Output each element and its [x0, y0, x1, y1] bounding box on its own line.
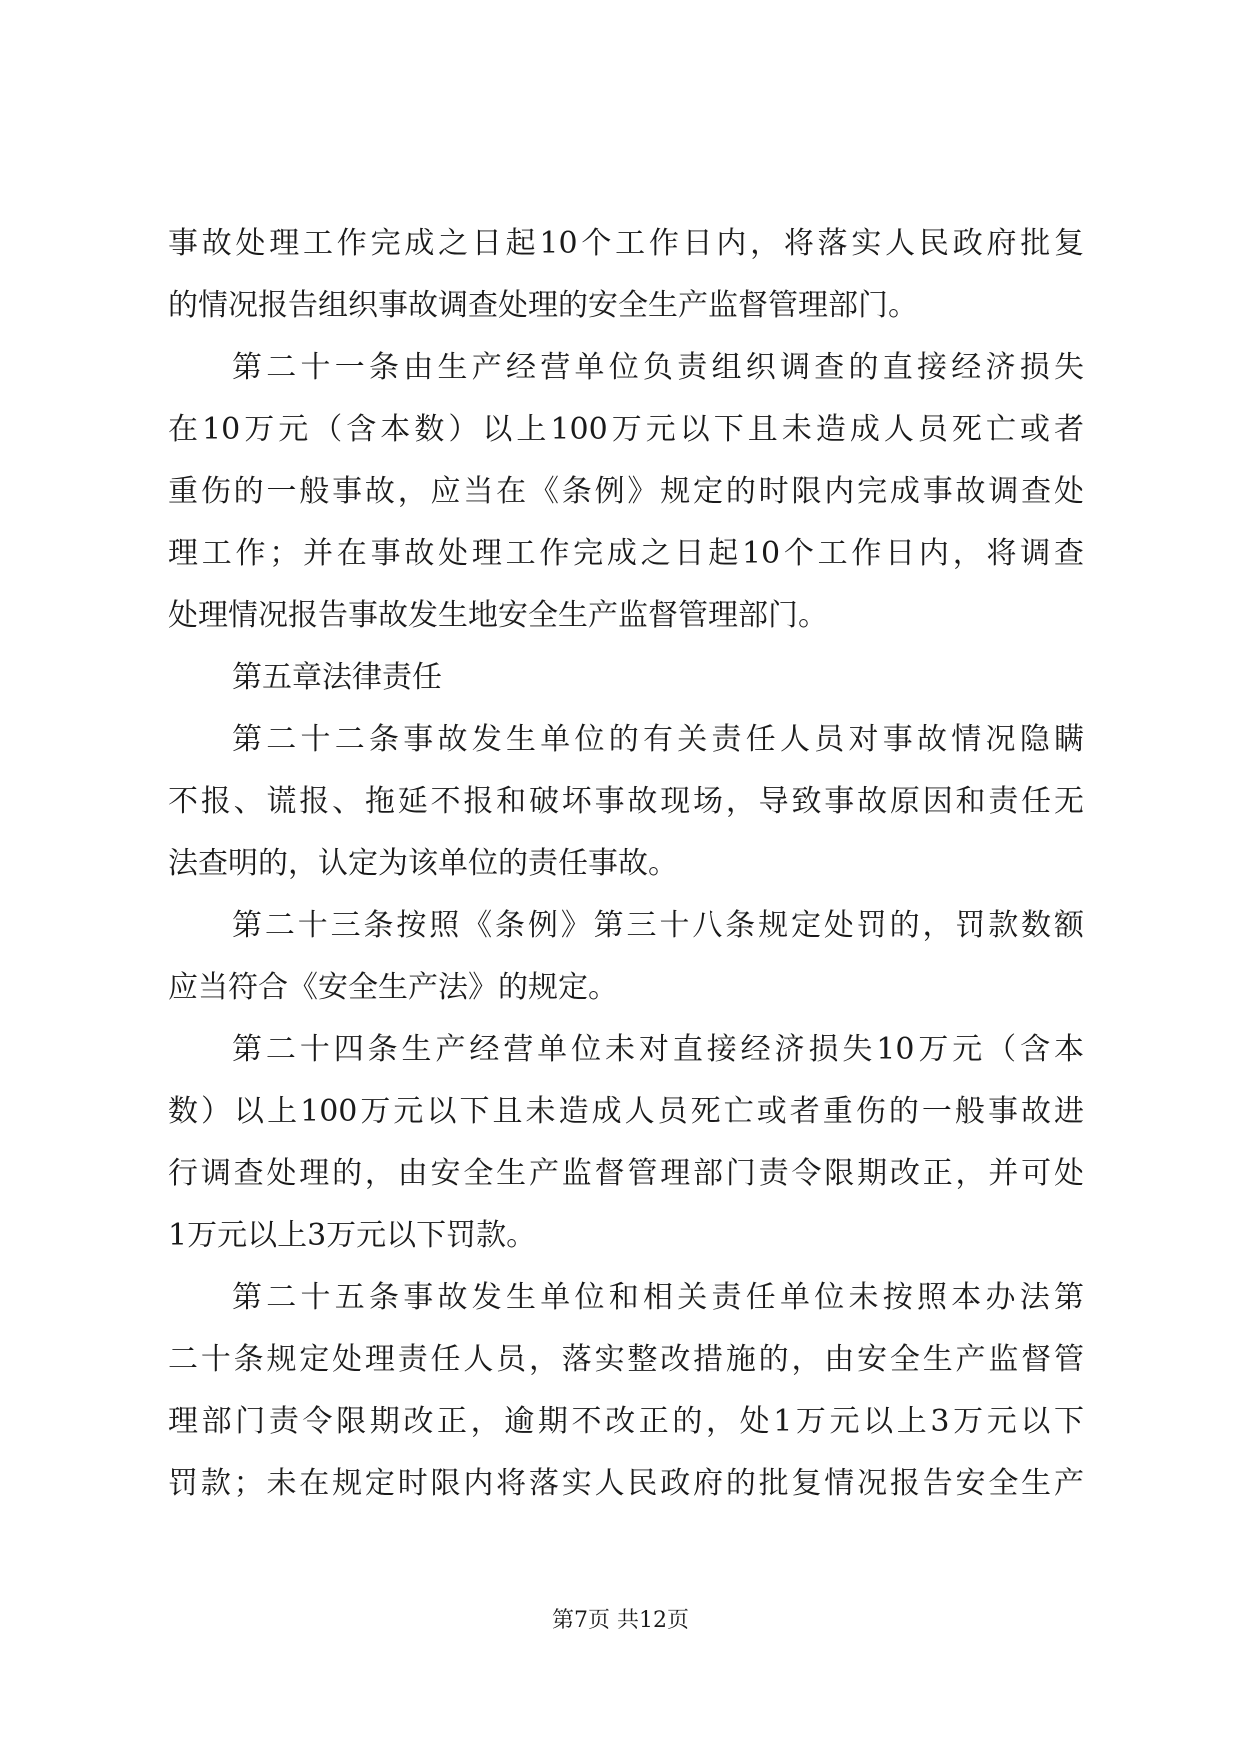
text-line: 不报、谎报、拖延不报和破坏事故现场，导致事故原因和责任无 — [168, 784, 1084, 819]
article-heading-line: 第二十五条事故发生单位和相关责任单位未按照本办法第 — [232, 1280, 1084, 1315]
text-line: 二十条规定处理责任人员，落实整改措施的，由安全生产监督管 — [168, 1342, 1084, 1377]
text-line: 事故处理工作完成之日起10个工作日内，将落实人民政府批复 — [168, 226, 1084, 261]
article-heading-line: 第二十一条由生产经营单位负责组织调查的直接经济损失 — [232, 350, 1084, 385]
text-line: 行调查处理的，由安全生产监督管理部门责令限期改正，并可处 — [168, 1156, 1084, 1191]
article-heading-line: 第二十四条生产经营单位未对直接经济损失10万元（含本 — [232, 1032, 1084, 1067]
text-line: 重伤的一般事故，应当在《条例》规定的时限内完成事故调查处 — [168, 474, 1084, 509]
text-line: 在10万元（含本数）以上100万元以下且未造成人员死亡或者 — [168, 412, 1084, 447]
article-heading-line: 第二十三条按照《条例》第三十八条规定处罚的，罚款数额 — [232, 908, 1084, 943]
text-line: 处理情况报告事故发生地安全生产监督管理部门。 — [168, 598, 828, 633]
text-line: 理部门责令限期改正，逾期不改正的，处1万元以上3万元以下 — [168, 1404, 1084, 1439]
text-line: 1万元以上3万元以下罚款。 — [168, 1218, 537, 1253]
page-number-footer: 第7页 共12页 — [552, 1608, 689, 1633]
text-line: 理工作；并在事故处理工作完成之日起10个工作日内，将调查 — [168, 536, 1084, 571]
text-line: 法查明的，认定为该单位的责任事故。 — [168, 846, 678, 881]
text-line: 数）以上100万元以下且未造成人员死亡或者重伤的一般事故进 — [168, 1094, 1084, 1129]
chapter-heading: 第五章法律责任 — [232, 660, 442, 695]
text-line: 的情况报告组织事故调查处理的安全生产监督管理部门。 — [168, 288, 918, 323]
article-heading-line: 第二十二条事故发生单位的有关责任人员对事故情况隐瞒 — [232, 722, 1084, 757]
text-line: 罚款；未在规定时限内将落实人民政府的批复情况报告安全生产 — [168, 1466, 1084, 1501]
text-line: 应当符合《安全生产法》的规定。 — [168, 970, 618, 1005]
